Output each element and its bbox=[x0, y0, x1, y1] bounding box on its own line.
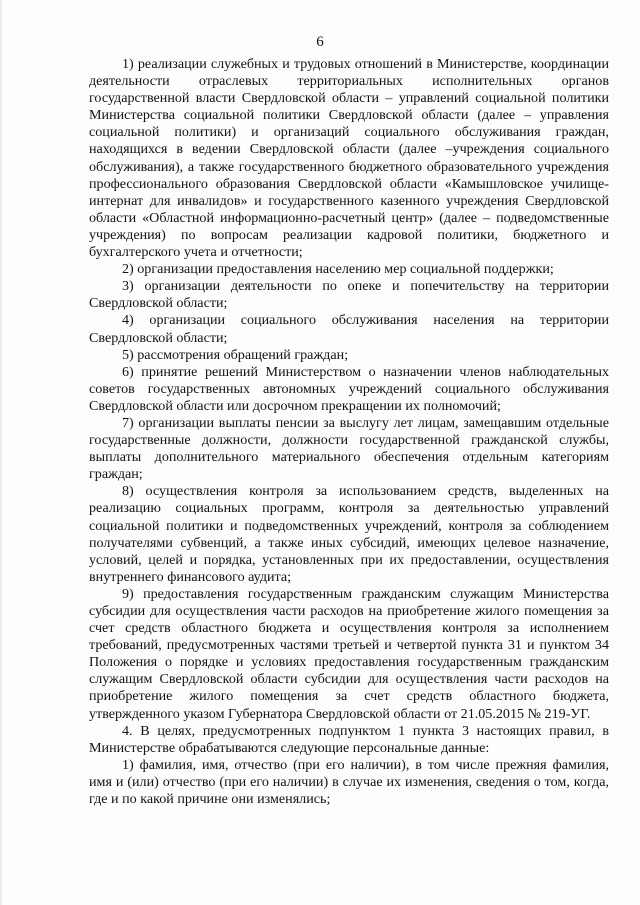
paragraph-item-9: 9) предоставления государственным гражданским служащим Министерства субсидии для осуществления части расходов на приобретение жилого помещения за счет средств областного бюджета и осуществления контроля за исполнением требований, предусмотренных частями третьей и четвертой пункта 31 и пунктом 34 Положения о порядке и условиях предоставления государственным гражданским служащим Свердловской области субсидии для осуществления части расходов на приобретение жилого помещения за счет средств областного бюджета, утвержденного указом Губернатора Свердловской области от 21.05.2015 № 219-УГ. bbox=[89, 585, 609, 722]
paragraph-subitem-1: 1) фамилия, имя, отчество (при его наличии), в том числе прежняя фамилия, имя и (или) отчество (при его наличии) в случае их изменения, сведения о том, когда, где и по какой причине они изменялись; bbox=[89, 756, 609, 808]
paragraph-item-7: 7) организации выплаты пенсии за выслугу лет лицам, замещавшим отдельные государственные должности, должности государственной гражданской службы, выплаты дополнительного материального обеспечения отдельным категориям граждан; bbox=[89, 414, 609, 483]
scan-edge-shadow bbox=[0, 0, 3, 905]
paragraph-section-4: 4. В целях, предусмотренных подпунктом 1 пункта 3 настоящих правил, в Министерстве обрабатываются следующие персональные данные: bbox=[89, 722, 609, 756]
paragraph-item-6: 6) принятие решений Министерством о назначении членов наблюдательных советов государственных автономных учреждений социального обслуживания Свердловской области или досрочном прекращении их полномочий; bbox=[89, 363, 609, 414]
paragraph-item-8: 8) осуществления контроля за использованием средств, выделенных на реализацию социальных программ, контроля за деятельностью управлений социальной политики и подведомственных учреждений, контроля за соблюдением получателями субвенций, а также иных субсидий, имеющих целевое назначение, условий, целей и порядка, установленных при их предоставлении, осуществления внутреннего финансового аудита; bbox=[89, 483, 609, 585]
paragraph-item-5: 5) рассмотрения обращений граждан; bbox=[122, 346, 349, 363]
page-number: 6 bbox=[316, 34, 324, 50]
paragraph-item-2: 2) организации предоставления населению мер социальной поддержки; bbox=[122, 261, 554, 278]
paragraph-item-1: 1) реализации служебных и трудовых отношений в Министерстве, координации деятельности отраслевых территориальных исполнительных органов государственной власти Свердловской области – управлений социальной политики Министерства социальной политики Свердловской области (далее – управления социальной политики) и организаций социального обслуживания граждан, находящихся в ведении Свердловской области (далее –учреждения социального обслуживания), а также государственного бюджетного образовательного учреждения профессионального образования Свердловской области «Камышловское училище-интернат для инвалидов» и государственного казенного учреждения Свердловской области «Областной информационно-расчетный центр» (далее – подведомственные учреждения) по вопросам реализации кадровой политики, бюджетного и бухгалтерского учета и отчетности; bbox=[89, 56, 609, 261]
paragraph-item-3: 3) организации деятельности по опеке и попечительству на территории Свердловской области; bbox=[89, 278, 609, 312]
paragraph-item-4: 4) организации социального обслуживания населения на территории Свердловской области; bbox=[89, 312, 609, 346]
document-body bbox=[89, 56, 609, 808]
